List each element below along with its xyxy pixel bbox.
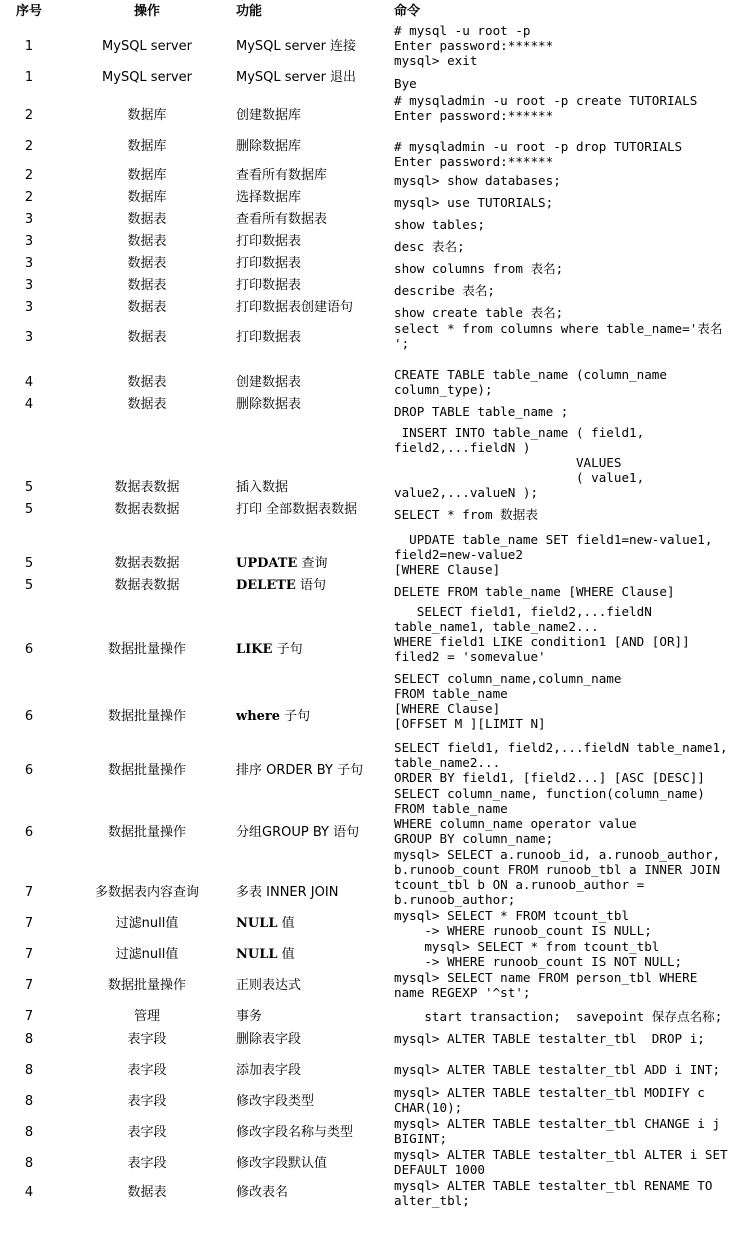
row-operation: 表字段: [127, 1063, 167, 1078]
command-line: Enter password:******: [394, 108, 554, 123]
row-command: [394, 305, 563, 320]
row-index: 2: [24, 190, 34, 205]
row-index: 6: [24, 709, 34, 724]
row-function: 打印数据表创建语句: [236, 300, 354, 315]
row-operation: 多数据表内容查询: [94, 885, 199, 900]
row-command: [394, 404, 568, 419]
row-index: 4: [24, 1185, 34, 1200]
command-line: SELECT field1, field2,...fieldN: [394, 604, 652, 619]
row-command: [394, 195, 553, 210]
row-command: [394, 261, 563, 276]
row-operation: MySQL server: [102, 70, 192, 85]
row-index: 2: [24, 168, 34, 183]
row-function: MySQL server 退出: [236, 70, 357, 85]
row-command: [394, 532, 712, 577]
command-line: FROM table_name: [394, 686, 508, 701]
row-command: [394, 740, 728, 785]
command-line: WHERE field1 LIKE condition1 [AND [OR]]: [394, 634, 690, 649]
row-function: 创建数据库: [236, 108, 302, 123]
function-suffix: 值: [277, 916, 295, 931]
row-function: 修改表名: [236, 1185, 289, 1200]
command-line: table_name1, table_name2...: [394, 619, 599, 634]
function-keyword: DELETE: [236, 578, 296, 593]
row-command: [394, 321, 722, 351]
command-line: mysql> ALTER TABLE testalter_tbl ALTER i SET: [394, 1147, 728, 1162]
command-line: describe 表名;: [394, 283, 496, 298]
command-line: Enter password:******: [394, 154, 554, 169]
row-command: [394, 425, 644, 500]
row-operation: 数据表: [127, 256, 167, 271]
row-function: 打印数据表: [236, 330, 302, 345]
command-line: mysql> SELECT * from tcount_tbl: [394, 939, 660, 954]
row-index: 3: [24, 300, 34, 315]
row-command: [394, 23, 553, 68]
row-function: 修改字段名称与类型: [236, 1125, 354, 1140]
row-operation: 表字段: [127, 1094, 167, 1109]
row-command: [394, 367, 667, 397]
command-line: mysql> SELECT a.runoob_id, a.runoob_author,: [394, 847, 721, 862]
command-line: SELECT column_name,column_name: [394, 671, 622, 686]
row-index: 7: [24, 916, 34, 931]
row-function: 添加表字段: [236, 1063, 302, 1078]
row-function: [236, 556, 327, 571]
row-function: 打印数据表: [236, 278, 302, 293]
command-line: filed2 = 'somevalue': [394, 649, 546, 664]
row-function: 打印 全部数据表数据: [236, 502, 358, 517]
row-function: 选择数据库: [236, 190, 302, 205]
row-command: [394, 283, 495, 298]
row-operation: 数据表: [127, 212, 167, 227]
row-index: 3: [24, 212, 34, 227]
row-command: [394, 1178, 712, 1208]
row-index: 7: [24, 885, 34, 900]
row-function: 删除数据表: [236, 397, 302, 412]
command-line: VALUES: [394, 455, 622, 470]
row-operation: 数据表: [127, 278, 167, 293]
row-index: 4: [24, 397, 34, 412]
command-line: FROM table_name: [394, 801, 508, 816]
row-command: [394, 1116, 720, 1146]
row-function: [236, 642, 303, 657]
command-line: SELECT field1, field2,...fieldN table_name1,: [394, 740, 728, 755]
row-command: [394, 139, 682, 169]
row-operation: 数据表: [127, 397, 167, 412]
command-line: ( value1,: [394, 470, 645, 485]
command-line: tcount_tbl b ON a.runoob_author =: [394, 877, 645, 892]
row-operation: 数据表数据: [114, 502, 180, 517]
function-keyword: LIKE: [236, 642, 273, 657]
command-line: SELECT * from 数据表: [394, 507, 538, 522]
row-operation: 数据库: [127, 139, 167, 154]
command-line: mysql> ALTER TABLE testalter_tbl RENAME TO: [394, 1178, 713, 1193]
command-line: [OFFSET M ][LIMIT N]: [394, 716, 546, 731]
row-operation: 数据表数据: [114, 480, 180, 495]
command-line: start transaction; savepoint 保存点名称;: [394, 1009, 723, 1024]
row-index: 8: [24, 1063, 34, 1078]
row-operation: MySQL server: [102, 39, 192, 54]
command-line: WHERE column_name operator value: [394, 816, 637, 831]
row-index: 7: [24, 947, 34, 962]
function-suffix: 子句: [272, 642, 303, 657]
command-line: mysql> ALTER TABLE testalter_tbl CHANGE i j: [394, 1116, 721, 1131]
command-line: Bye: [394, 76, 417, 91]
command-line: UPDATE table_name SET field1=new-value1,: [394, 532, 713, 547]
command-line: mysql> ALTER TABLE testalter_tbl DROP i;: [394, 1031, 705, 1046]
row-command: [394, 584, 675, 599]
row-operation: 过滤null值: [115, 916, 179, 931]
row-command: [394, 507, 538, 522]
header-index: 序号: [15, 4, 42, 19]
header-operation: 操作: [133, 4, 160, 19]
row-index: 8: [24, 1094, 34, 1109]
row-function: [236, 947, 295, 962]
row-index: 2: [24, 108, 34, 123]
row-command: [394, 847, 720, 907]
row-function: [236, 578, 326, 593]
row-operation: 数据表: [127, 375, 167, 390]
command-line: ORDER BY field1, [field2...] [ASC [DESC]]: [394, 770, 705, 785]
row-index: 3: [24, 234, 34, 249]
function-keyword: NULL: [236, 947, 278, 962]
command-line: b.runoob_author;: [394, 892, 516, 907]
row-index: 3: [24, 278, 34, 293]
row-command: [394, 970, 697, 1000]
row-command: [394, 217, 485, 232]
row-index: 5: [24, 502, 34, 517]
row-command: [394, 93, 697, 123]
command-line: # mysqladmin -u root -p drop TUTORIALS: [394, 139, 683, 154]
row-index: 5: [24, 480, 34, 495]
row-function: 打印数据表: [236, 256, 302, 271]
row-operation: 数据批量操作: [107, 642, 186, 657]
command-line: mysql> ALTER TABLE testalter_tbl ADD i INT;: [394, 1062, 721, 1077]
row-index: 5: [24, 578, 34, 593]
command-line: mysql> show databases;: [394, 173, 561, 188]
command-line: mysql> SELECT * FROM tcount_tbl: [394, 908, 630, 923]
row-function: 修改字段类型: [236, 1094, 315, 1109]
row-function: 排序 ORDER BY 子句: [236, 763, 364, 778]
command-line: -> WHERE runoob_count IS NOT NULL;: [394, 954, 683, 969]
row-index: 3: [24, 256, 34, 271]
command-line: DROP TABLE table_name ;: [394, 404, 569, 419]
row-operation: 数据表: [127, 1185, 167, 1200]
row-command: [394, 786, 705, 846]
command-line: CHAR(10);: [394, 1100, 463, 1115]
row-function: 删除数据库: [236, 139, 302, 154]
command-line: BIGINT;: [394, 1131, 448, 1146]
function-keyword: UPDATE: [236, 556, 298, 571]
row-index: 7: [24, 1009, 34, 1024]
row-function: 插入数据: [236, 480, 289, 495]
command-line: select * from columns where table_name='表名: [394, 321, 723, 336]
command-line: [WHERE Clause]: [394, 562, 501, 577]
row-function: [236, 709, 310, 724]
command-line: ';: [394, 336, 410, 351]
row-operation: 数据批量操作: [107, 709, 186, 724]
command-line: value2,...valueN );: [394, 485, 539, 500]
row-command: [394, 1031, 705, 1046]
row-index: 3: [24, 330, 34, 345]
function-suffix: 语句: [295, 578, 326, 593]
row-function: 多表 INNER JOIN: [236, 885, 339, 900]
row-command: [394, 671, 621, 731]
row-command: [394, 1147, 728, 1177]
command-line: show tables;: [394, 217, 485, 232]
row-command: [394, 604, 690, 664]
row-operation: 数据表数据: [114, 578, 180, 593]
row-function: 分组GROUP BY 语句: [236, 825, 360, 840]
row-index: 7: [24, 978, 34, 993]
row-command: [394, 1085, 705, 1115]
row-function: 正则表达式: [236, 978, 302, 993]
row-operation: 数据表: [127, 330, 167, 345]
row-index: 6: [24, 642, 34, 657]
row-index: 6: [24, 825, 34, 840]
row-index: 8: [24, 1125, 34, 1140]
command-line: mysql> ALTER TABLE testalter_tbl MODIFY c: [394, 1085, 705, 1100]
command-line: SELECT column_name, function(column_name): [394, 786, 705, 801]
row-operation: 表字段: [127, 1032, 167, 1047]
row-command: [394, 939, 682, 969]
command-line: [WHERE Clause]: [394, 701, 501, 716]
row-operation: 数据库: [127, 168, 167, 183]
row-function: MySQL server 连接: [236, 39, 357, 54]
row-operation: 数据表: [127, 300, 167, 315]
command-line: -> WHERE runoob_count IS NULL;: [394, 923, 652, 938]
function-suffix: 值: [277, 947, 295, 962]
row-command: [394, 1009, 722, 1024]
command-line: mysql> use TUTORIALS;: [394, 195, 554, 210]
row-index: 6: [24, 763, 34, 778]
row-operation: 管理: [133, 1009, 160, 1024]
command-line: CREATE TABLE table_name (column_name: [394, 367, 667, 382]
row-function: [236, 916, 295, 931]
row-operation: 表字段: [127, 1125, 167, 1140]
row-operation: 数据表数据: [114, 556, 180, 571]
row-index: 8: [24, 1156, 34, 1171]
header-function: 功能: [236, 4, 263, 19]
row-command: [394, 1062, 720, 1077]
row-index: 2: [24, 139, 34, 154]
row-operation: 数据库: [127, 108, 167, 123]
command-line: # mysql -u root -p: [394, 23, 531, 38]
command-line: show create table 表名;: [394, 305, 564, 320]
row-index: 5: [24, 556, 34, 571]
command-line: GROUP BY column_name;: [394, 831, 554, 846]
command-line: column_type);: [394, 382, 493, 397]
command-line: Enter password:******: [394, 38, 554, 53]
command-line: mysql> SELECT name FROM person_tbl WHERE: [394, 970, 698, 985]
command-line: # mysqladmin -u root -p create TUTORIALS: [394, 93, 698, 108]
command-line: b.runoob_count FROM runoob_tbl a INNER JOIN: [394, 862, 721, 877]
command-line: DEFAULT 1000: [394, 1162, 485, 1177]
function-keyword: where: [236, 709, 281, 724]
command-line: name REGEXP '^st';: [394, 985, 531, 1000]
row-function: 修改字段默认值: [236, 1156, 328, 1171]
command-line: alter_tbl;: [394, 1193, 470, 1208]
row-function: 查看所有数据表: [236, 212, 328, 227]
command-line: table_name2...: [394, 755, 501, 770]
command-line: DELETE FROM table_name [WHERE Clause]: [394, 584, 675, 599]
header-command: 命令: [394, 4, 421, 19]
row-index: 1: [24, 70, 34, 85]
command-line: INSERT INTO table_name ( field1,: [394, 425, 645, 440]
command-line: mysql> exit: [394, 53, 478, 68]
row-function: 查看所有数据库: [236, 168, 328, 183]
command-line: show columns from 表名;: [394, 261, 564, 276]
row-command: [394, 908, 652, 938]
command-line: field2,...fieldN ): [394, 440, 531, 455]
row-operation: 数据批量操作: [107, 763, 186, 778]
function-suffix: 查询: [297, 556, 328, 571]
function-keyword: NULL: [236, 916, 278, 931]
row-function: 创建数据表: [236, 375, 302, 390]
row-index: 8: [24, 1032, 34, 1047]
row-index: 4: [24, 375, 34, 390]
row-function: 打印数据表: [236, 234, 302, 249]
row-index: 1: [24, 39, 34, 54]
row-command: [394, 239, 465, 254]
row-function: 删除表字段: [236, 1032, 302, 1047]
row-operation: 数据批量操作: [107, 825, 186, 840]
row-operation: 数据批量操作: [107, 978, 186, 993]
row-operation: 过滤null值: [115, 947, 179, 962]
row-operation: 表字段: [127, 1156, 167, 1171]
function-suffix: 子句: [280, 709, 311, 724]
row-function: 事务: [236, 1009, 263, 1024]
row-operation: 数据表: [127, 234, 167, 249]
command-line: desc 表名;: [394, 239, 465, 254]
row-command: [394, 173, 561, 188]
row-command: [394, 76, 417, 91]
command-line: field2=new-value2: [394, 547, 523, 562]
row-operation: 数据库: [127, 190, 167, 205]
